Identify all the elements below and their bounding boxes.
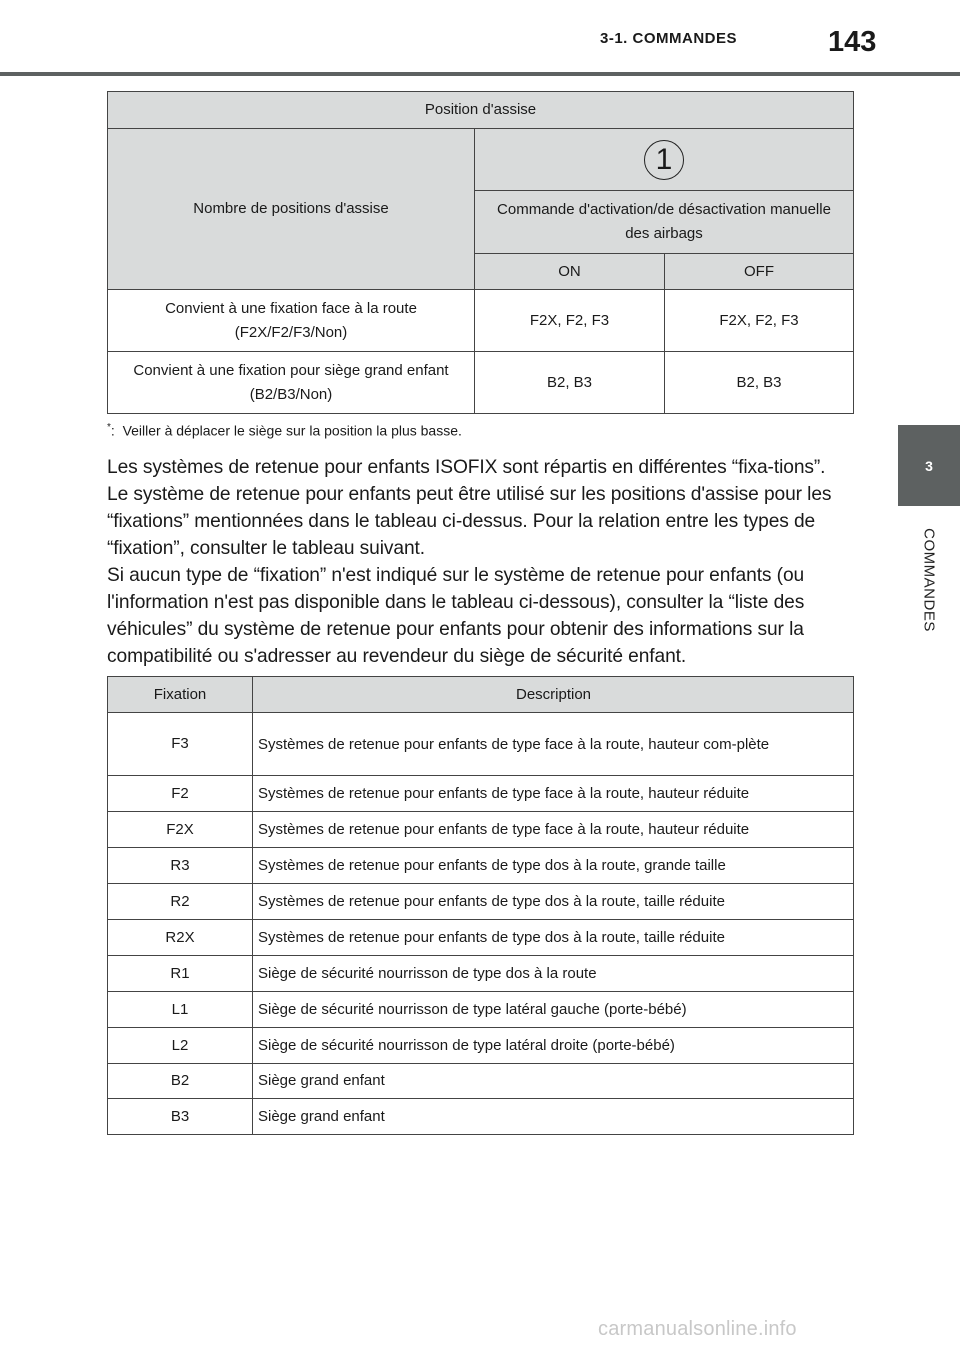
chapter-label: COMMANDES [920,528,938,632]
fixation-description: Systèmes de retenue pour enfants de type dos à la route, grande taille [253,848,854,884]
fixation-description: Systèmes de retenue pour enfants de type dos à la route, taille réduite [253,884,854,920]
table-row [108,713,854,776]
fixation-code: R1 [108,956,253,992]
header-rule [0,72,960,76]
table-row [108,812,854,848]
table-row [108,992,854,1028]
fixation-code: B3 [108,1099,253,1135]
position-header: Position d'assise [108,92,854,129]
seat-number-cell [475,129,854,191]
description-column-header: Description [253,677,854,713]
seat-number-1-icon: 1 [644,140,684,180]
table-row [108,1064,854,1099]
section-title: 3-1. COMMANDES [600,30,738,47]
fixation-description: Systèmes de retenue pour enfants de type face à la route, hauteur com-plète [253,713,854,776]
table-row [108,884,854,920]
table-row [108,848,854,884]
on-header: ON [475,254,665,290]
table-row [108,920,854,956]
fixation-code: F2 [108,776,253,812]
fixation-code: F2X [108,812,253,848]
watermark: carmanualsonline.info [598,1318,797,1340]
fixation-description: Siège grand enfant [253,1099,854,1135]
fixation-description: Systèmes de retenue pour enfants de type dos à la route, taille réduite [253,920,854,956]
table-row [108,956,854,992]
footnote-marker: * [107,422,111,433]
chapter-number: 3 [925,457,933,474]
table-row [108,290,854,352]
seating-position-table [107,91,854,414]
row-on-value: B2, B3 [475,352,665,414]
footnote: *: Veiller à déplacer le siège sur la position la plus basse. [107,422,462,439]
fixation-table [107,676,854,1135]
row-off-value: B2, B3 [665,352,854,414]
paragraph: Les systèmes de retenue pour enfants ISOFIX sont répartis en différentes “fixa-tions”. Le système de retenue pour enfants peut être utilisé sur les positions d'assise pour les “fixations” mentionnées dans le tableau ci-dessus. Pour la relation entre les types de “fixation”, consulter le tableau suivant. [107,457,832,559]
row-on-value: F2X, F2, F3 [475,290,665,352]
off-header: OFF [665,254,854,290]
fixation-code: B2 [108,1064,253,1099]
fixation-code: L2 [108,1028,253,1064]
fixation-column-header: Fixation [108,677,253,713]
fixation-description: Siège de sécurité nourrisson de type dos à la route [253,956,854,992]
body-text [107,454,847,670]
fixation-code: L1 [108,992,253,1028]
row-off-value: F2X, F2, F3 [665,290,854,352]
fixation-code: R2 [108,884,253,920]
fixation-code: R3 [108,848,253,884]
table-row [108,352,854,414]
table-row [108,776,854,812]
table-row [108,1099,854,1135]
footnote-text: Veiller à déplacer le siège sur la position la plus basse. [122,422,462,439]
fixation-description: Systèmes de retenue pour enfants de type face à la route, hauteur réduite [253,812,854,848]
fixation-description: Systèmes de retenue pour enfants de type face à la route, hauteur réduite [253,776,854,812]
paragraph: Si aucun type de “fixation” n'est indiqué sur le système de retenue pour enfants (ou l'information n'est pas disponible dans le tableau ci-dessous), consulter la “liste des véhicules” du système de retenue pour enfants pour obtenir des informations sur la compatibilité ou s'adresser au revendeur du siège de sécurité enfant. [107,565,805,667]
fixation-code: R2X [108,920,253,956]
airbag-control-label: Commande d'activation/de désactivation manuelle des airbags [497,201,831,242]
row-label: Convient à une fixation pour siège grand enfant (B2/B3/Non) [108,352,475,414]
fixation-description: Siège grand enfant [253,1064,854,1099]
table-row [108,1028,854,1064]
row-label: Convient à une fixation face à la route (F2X/F2/F3/Non) [108,290,475,352]
fixation-description: Siège de sécurité nourrisson de type latéral droite (porte-bébé) [253,1028,854,1064]
rows-header: Nombre de positions d'assise [108,129,475,290]
fixation-description: Siège de sécurité nourrisson de type latéral gauche (porte-bébé) [253,992,854,1028]
chapter-tab[interactable] [898,425,960,506]
fixation-code: F3 [108,713,253,776]
page-number: 143 [828,26,877,58]
airbag-control-header [475,191,854,254]
